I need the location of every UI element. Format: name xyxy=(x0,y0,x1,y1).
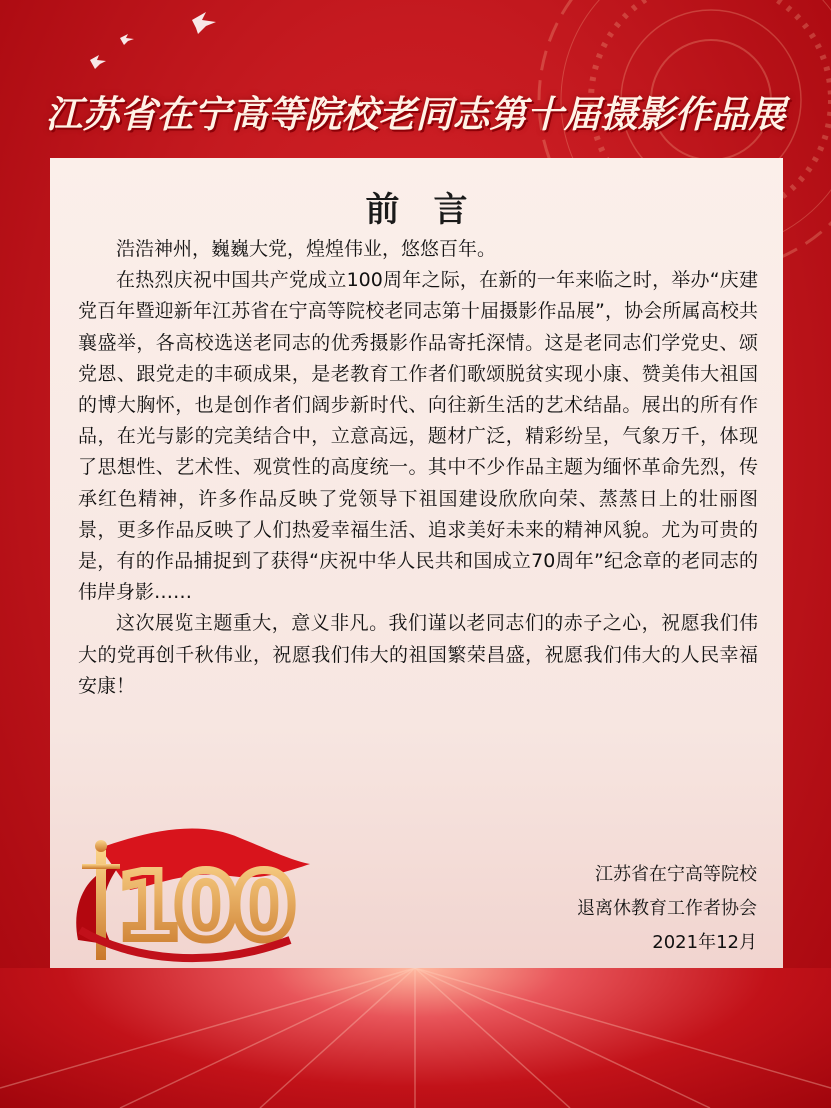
signature-org-line1: 江苏省在宁高等院校 xyxy=(595,864,757,885)
dove-icon xyxy=(80,8,230,78)
emblem-number: 100 xyxy=(116,853,291,960)
paragraph: 这次展览主题重大，意义非凡。我们谨以老同志们的赤子之心，祝愿我们伟大的党再创千秋伟业，祝愿我们伟大的祖国繁荣昌盛，祝愿我们伟大的人民幸福安康！ xyxy=(78,612,758,697)
exhibition-title: 江苏省在宁高等院校老同志第十届摄影作品展 xyxy=(45,93,786,136)
paragraph: 浩浩神州，巍巍大党，煌煌伟业，悠悠百年。 xyxy=(116,238,497,260)
preface-body xyxy=(78,234,758,702)
signature-block xyxy=(577,858,757,960)
signature-org-line2: 退离休教育工作者协会 xyxy=(577,898,757,919)
signature-date: 2021年12月 xyxy=(652,932,757,953)
page-title: 前言 xyxy=(365,190,502,230)
centenary-100-emblem xyxy=(60,820,320,970)
decorative-stage-floor xyxy=(0,968,831,1108)
paragraph: 在热烈庆祝中国共产党成立100周年之际，在新的一年来临之时，举办“庆建党百年暨迎新年江苏省在宁高等院校老同志第十届摄影作品展”，协会所属高校共襄盛举，各高校选送老同志的优秀摄影作品寄托深情。这是老同志们学党史、颂党恩、跟党走的丰硕成果，是老教育工作者们歌颂脱贫实现小康、赞美伟大祖国的博大胸怀，也是创作者们阔步新时代、向往新生活的艺术结晶。展出的所有作品，在光与影的完美结合中，立意高远，题材广泛，精彩纷呈，气象万千，体现了思想性、艺术性、观赏性的高度统一。其中不少作品主题为缅怀革命先烈，传承红色精神，许多作品反映了党领导下祖国建设欣欣向荣、蒸蒸日上的壮丽图景，更多作品反映了人们热爱幸福生活、追求美好未来的精神风貌。尤为可贵的是，有的作品捕捉到了获得“庆祝中华人民共和国成立70周年”纪念章的老同志的伟岸身影…… xyxy=(78,269,758,604)
